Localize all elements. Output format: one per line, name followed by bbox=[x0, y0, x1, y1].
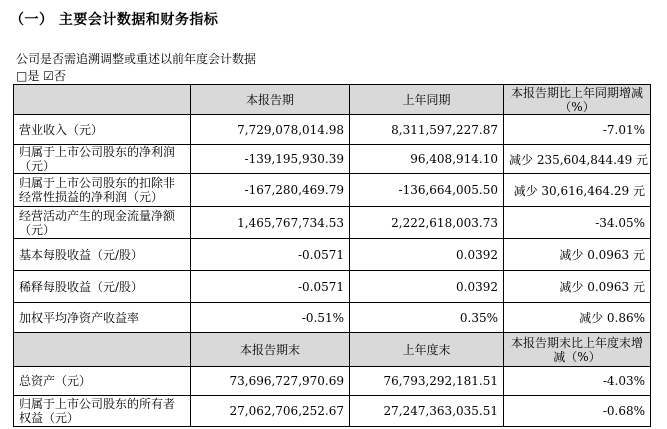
header-current-period: 本报告期 bbox=[191, 85, 350, 115]
table-header-row bbox=[14, 333, 651, 367]
row-label: 归属于上市公司股东的净利润（元） bbox=[14, 145, 191, 174]
header-prior-year-end: 上年度末 bbox=[350, 333, 504, 367]
header-cell-blank bbox=[14, 333, 191, 367]
table-row bbox=[14, 115, 651, 145]
row-label: 总资产（元） bbox=[14, 367, 191, 396]
prior-value: 76,793,292,181.51 bbox=[350, 367, 504, 396]
restatement-choice: □是 ☑否 bbox=[16, 69, 66, 83]
change-value: 减少 0.0963 元 bbox=[504, 239, 651, 271]
prior-value: 0.0392 bbox=[350, 239, 504, 271]
row-label: 加权平均净资产收益率 bbox=[14, 303, 191, 333]
prior-value: 8,311,597,227.87 bbox=[350, 115, 504, 145]
table-row bbox=[14, 396, 651, 427]
current-value: 7,729,078,014.98 bbox=[191, 115, 350, 145]
change-value: 减少 235,604,844.49 元 bbox=[504, 145, 651, 174]
change-value: -34.05% bbox=[504, 207, 651, 239]
current-value: 27,062,706,252.67 bbox=[191, 396, 350, 427]
table-row bbox=[14, 271, 651, 303]
row-label: 营业收入（元） bbox=[14, 115, 191, 145]
row-label: 经营活动产生的现金流量净额（元） bbox=[14, 207, 191, 239]
prior-value: 27,247,363,035.51 bbox=[350, 396, 504, 427]
table-header-row bbox=[14, 85, 651, 115]
row-label: 归属于上市公司股东的扣除非经常性损益的净利润（元） bbox=[14, 174, 191, 207]
change-value: -0.68% bbox=[504, 396, 651, 427]
financial-indicators-table bbox=[13, 84, 651, 427]
change-value: 减少 0.0963 元 bbox=[504, 271, 651, 303]
current-value: 73,696,727,970.69 bbox=[191, 367, 350, 396]
header-year-end-change: 本报告期末比上年度末增减（%） bbox=[504, 333, 651, 367]
restatement-question: 公司是否需追溯调整或重述以前年度会计数据 bbox=[16, 52, 257, 66]
table-row bbox=[14, 367, 651, 396]
table-row bbox=[14, 207, 651, 239]
current-value: -0.0571 bbox=[191, 271, 350, 303]
current-value: 1,465,767,734.53 bbox=[191, 207, 350, 239]
row-label: 归属于上市公司股东的所有者权益（元） bbox=[14, 396, 191, 427]
table-row bbox=[14, 145, 651, 174]
prior-value: 2,222,618,003.73 bbox=[350, 207, 504, 239]
header-period-end: 本报告期末 bbox=[191, 333, 350, 367]
current-value: -167,280,469.79 bbox=[191, 174, 350, 207]
row-label: 基本每股收益（元/股） bbox=[14, 239, 191, 271]
change-value: -4.03% bbox=[504, 367, 651, 396]
header-period-change: 本报告期比上年同期增减（%） bbox=[504, 85, 651, 115]
section-heading: （一） 主要会计数据和财务指标 bbox=[10, 12, 219, 28]
header-cell-blank bbox=[14, 85, 191, 115]
current-value: -0.0571 bbox=[191, 239, 350, 271]
change-value: -7.01% bbox=[504, 115, 651, 145]
row-label: 稀释每股收益（元/股） bbox=[14, 271, 191, 303]
table-row bbox=[14, 239, 651, 271]
prior-value: -136,664,005.50 bbox=[350, 174, 504, 207]
prior-value: 0.35% bbox=[350, 303, 504, 333]
header-prior-period: 上年同期 bbox=[350, 85, 504, 115]
current-value: -139,195,930.39 bbox=[191, 145, 350, 174]
change-value: 减少 30,616,464.29 元 bbox=[504, 174, 651, 207]
change-value: 减少 0.86% bbox=[504, 303, 651, 333]
prior-value: 96,408,914.10 bbox=[350, 145, 504, 174]
current-value: -0.51% bbox=[191, 303, 350, 333]
prior-value: 0.0392 bbox=[350, 271, 504, 303]
table-row bbox=[14, 303, 651, 333]
table-row bbox=[14, 174, 651, 207]
